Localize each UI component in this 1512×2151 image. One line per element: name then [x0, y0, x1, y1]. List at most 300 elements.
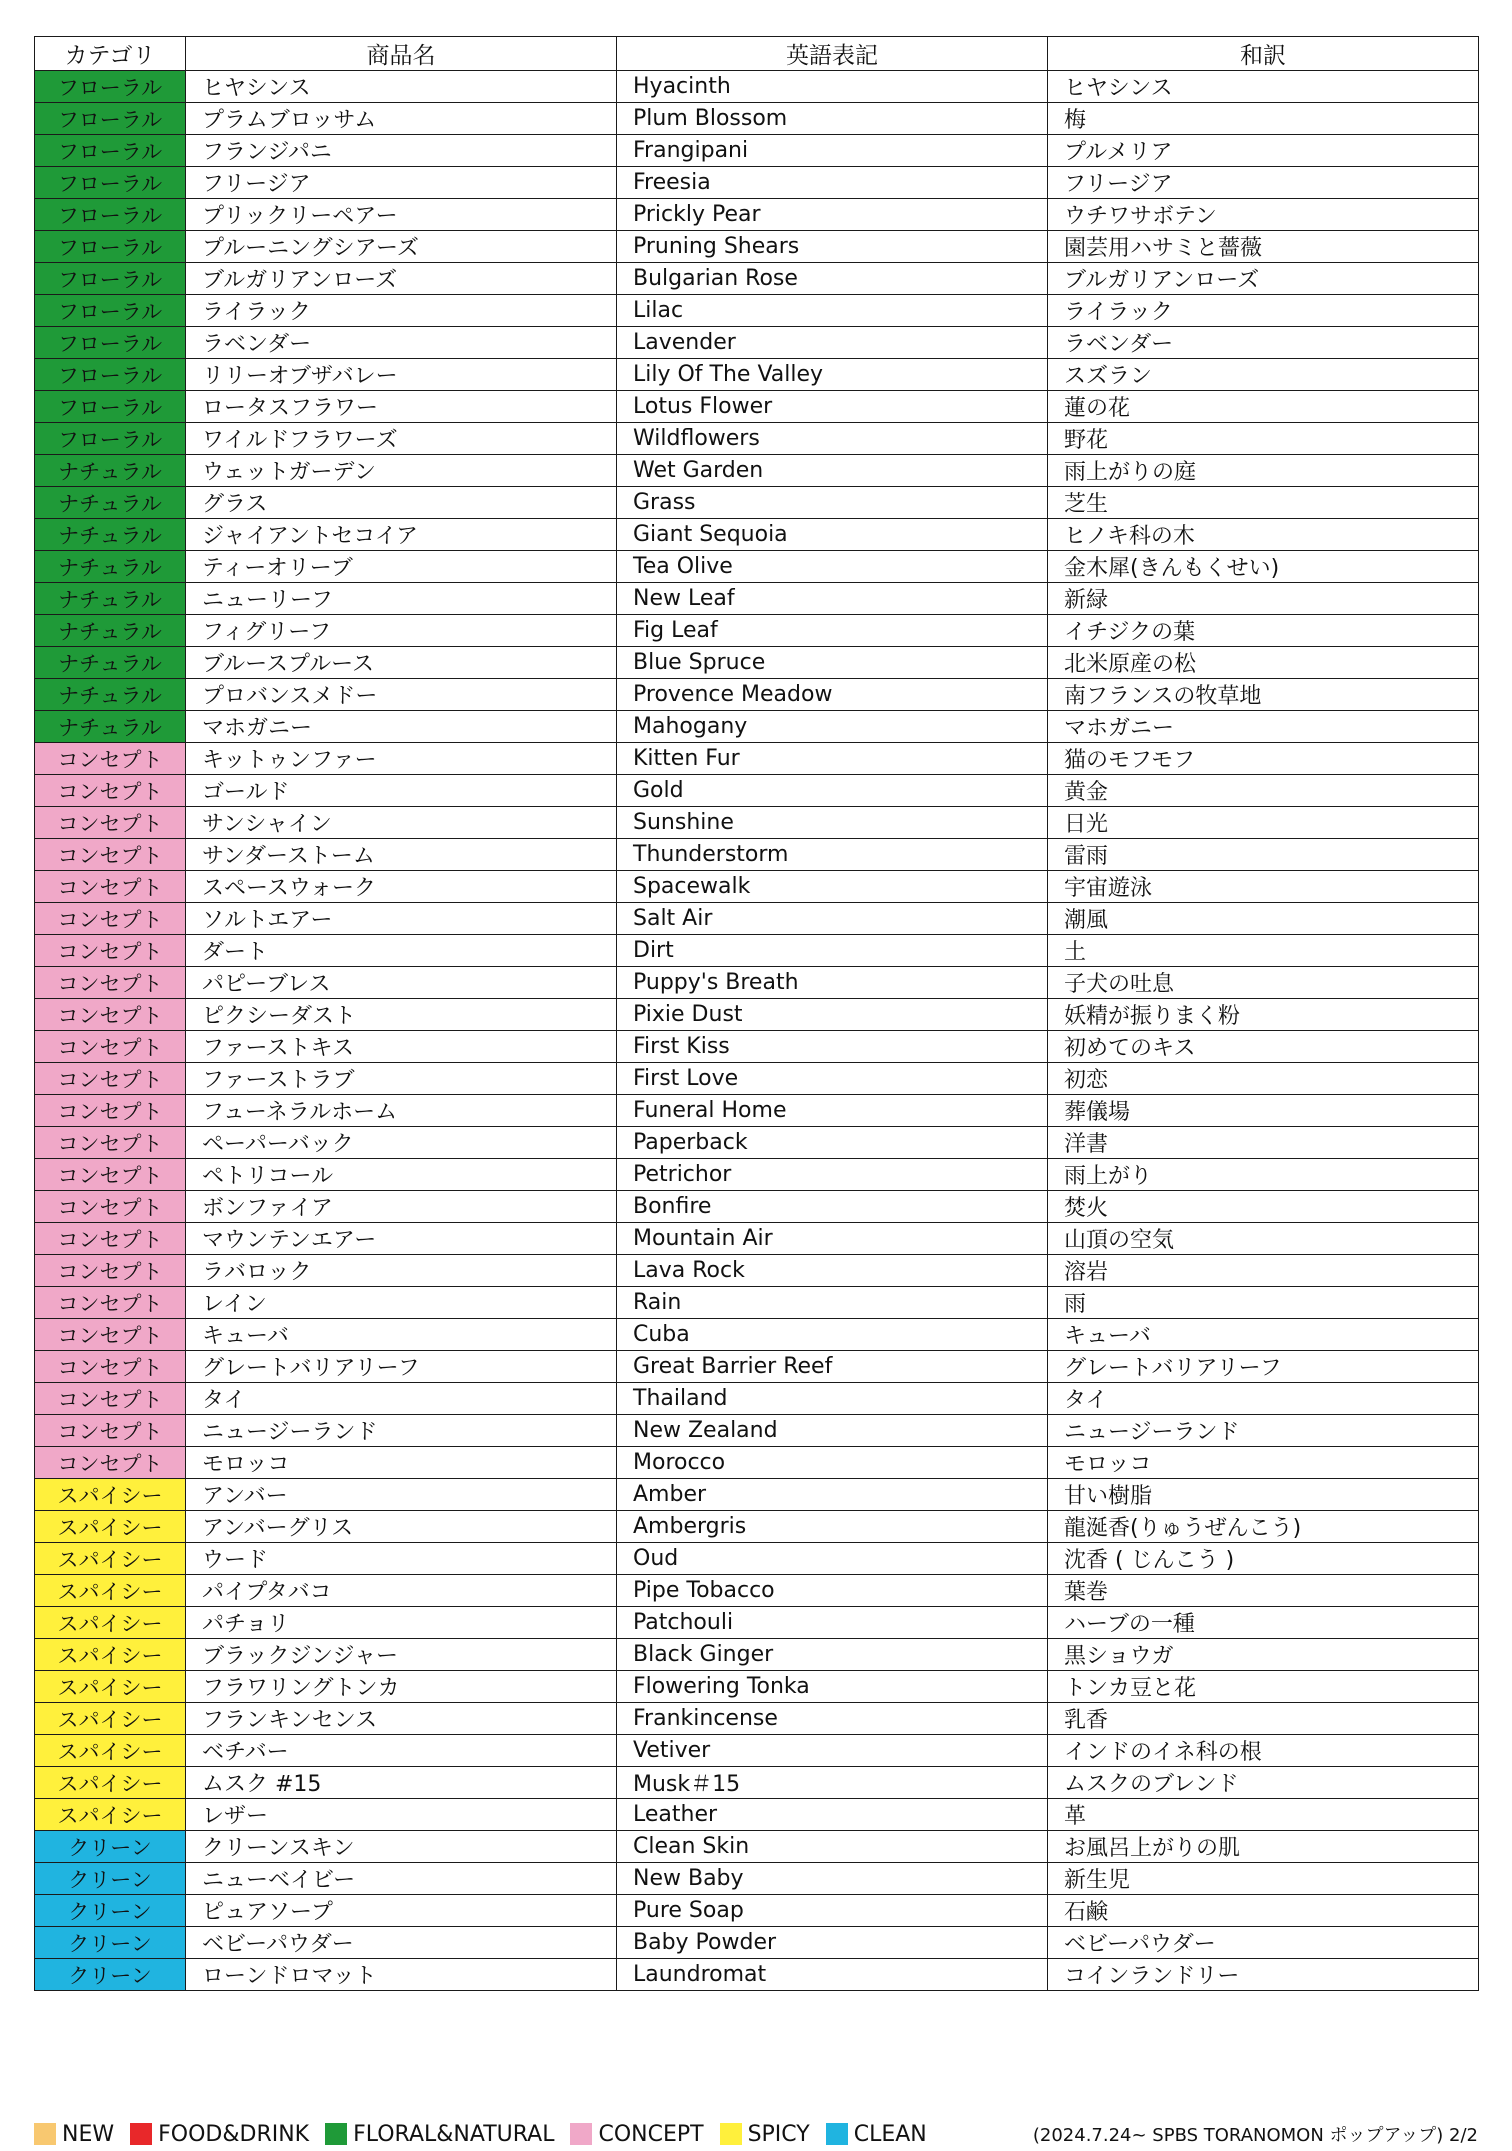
english-name-cell: Rain [617, 1287, 1048, 1319]
table-row [35, 1607, 1479, 1639]
english-name-cell: Laundromat [617, 1959, 1048, 1991]
japanese-name-cell: トンカ豆と花 [1048, 1671, 1479, 1703]
english-name-cell: Plum Blossom [617, 103, 1048, 135]
table-row [35, 615, 1479, 647]
japanese-name-cell: スズラン [1048, 359, 1479, 391]
japanese-name-cell: 甘い樹脂 [1048, 1479, 1479, 1511]
english-name-cell: Wet Garden [617, 455, 1048, 487]
japanese-name-cell: 雨 [1048, 1287, 1479, 1319]
legend-item [720, 2122, 810, 2147]
product-name-cell: レザー [186, 1799, 617, 1831]
category-cell: コンセプト [35, 743, 186, 775]
table-row [35, 999, 1479, 1031]
product-name-cell: マウンテンエアー [186, 1223, 617, 1255]
japanese-name-cell: 初めてのキス [1048, 1031, 1479, 1063]
category-cell: コンセプト [35, 903, 186, 935]
product-name-cell: グレートバリアリーフ [186, 1351, 617, 1383]
category-cell: ナチュラル [35, 679, 186, 711]
product-name-cell: ウード [186, 1543, 617, 1575]
product-name-cell: フランジパニ [186, 135, 617, 167]
english-name-cell: Pixie Dust [617, 999, 1048, 1031]
category-cell: コンセプト [35, 1127, 186, 1159]
legend-item [826, 2122, 927, 2147]
table-row [35, 327, 1479, 359]
table-row [35, 1767, 1479, 1799]
japanese-name-cell: モロッコ [1048, 1447, 1479, 1479]
category-cell: コンセプト [35, 1351, 186, 1383]
japanese-name-cell: プルメリア [1048, 135, 1479, 167]
category-cell: ナチュラル [35, 519, 186, 551]
product-name-cell: ムスク #15 [186, 1767, 617, 1799]
category-cell: スパイシー [35, 1479, 186, 1511]
japanese-name-cell: キューバ [1048, 1319, 1479, 1351]
product-name-cell: フィグリーフ [186, 615, 617, 647]
table-row [35, 1831, 1479, 1863]
table-row [35, 1447, 1479, 1479]
category-cell: コンセプト [35, 1223, 186, 1255]
english-name-cell: Giant Sequoia [617, 519, 1048, 551]
japanese-name-cell: 革 [1048, 1799, 1479, 1831]
category-cell: コンセプト [35, 871, 186, 903]
product-name-cell: ダート [186, 935, 617, 967]
category-cell: ナチュラル [35, 711, 186, 743]
japanese-name-cell: 潮風 [1048, 903, 1479, 935]
japanese-name-cell: 野花 [1048, 423, 1479, 455]
table-row [35, 871, 1479, 903]
english-name-cell: Great Barrier Reef [617, 1351, 1048, 1383]
category-cell: コンセプト [35, 775, 186, 807]
table-row [35, 263, 1479, 295]
category-cell: スパイシー [35, 1799, 186, 1831]
japanese-name-cell: 黄金 [1048, 775, 1479, 807]
category-cell: ナチュラル [35, 615, 186, 647]
table-row [35, 551, 1479, 583]
product-name-cell: ブラックジンジャー [186, 1639, 617, 1671]
product-name-cell: アンバーグリス [186, 1511, 617, 1543]
product-name-cell: ゴールド [186, 775, 617, 807]
legend-swatch [720, 2123, 742, 2145]
category-cell: ナチュラル [35, 551, 186, 583]
product-name-cell: ベチバー [186, 1735, 617, 1767]
english-name-cell: Frangipani [617, 135, 1048, 167]
japanese-name-cell: 洋書 [1048, 1127, 1479, 1159]
japanese-name-cell: 初恋 [1048, 1063, 1479, 1095]
japanese-name-cell: 芝生 [1048, 487, 1479, 519]
english-name-cell: Prickly Pear [617, 199, 1048, 231]
english-name-cell: Mountain Air [617, 1223, 1048, 1255]
product-name-cell: レイン [186, 1287, 617, 1319]
english-name-cell: New Zealand [617, 1415, 1048, 1447]
category-cell: コンセプト [35, 1319, 186, 1351]
table-row [35, 423, 1479, 455]
product-name-cell: ラベンダー [186, 327, 617, 359]
category-cell: クリーン [35, 1831, 186, 1863]
legend-swatch [570, 2123, 592, 2145]
table-row [35, 647, 1479, 679]
english-name-cell: Fig Leaf [617, 615, 1048, 647]
product-name-cell: フランキンセンス [186, 1703, 617, 1735]
legend [34, 2119, 1478, 2149]
product-name-cell: スペースウォーク [186, 871, 617, 903]
category-cell: フローラル [35, 167, 186, 199]
product-name-cell: ファーストキス [186, 1031, 617, 1063]
category-cell: スパイシー [35, 1543, 186, 1575]
legend-label: NEW [62, 2121, 115, 2147]
japanese-name-cell: 新緑 [1048, 583, 1479, 615]
table-row [35, 1735, 1479, 1767]
japanese-name-cell: 山頂の空気 [1048, 1223, 1479, 1255]
product-name-cell: ペトリコール [186, 1159, 617, 1191]
legend-items [34, 2122, 943, 2147]
english-name-cell: Puppy's Breath [617, 967, 1048, 999]
english-name-cell: Bonfire [617, 1191, 1048, 1223]
english-name-cell: Oud [617, 1543, 1048, 1575]
japanese-name-cell: ムスクのブレンド [1048, 1767, 1479, 1799]
japanese-name-cell: 蓮の花 [1048, 391, 1479, 423]
category-cell: コンセプト [35, 1447, 186, 1479]
english-name-cell: Pipe Tobacco [617, 1575, 1048, 1607]
table-row [35, 1543, 1479, 1575]
category-cell: コンセプト [35, 807, 186, 839]
product-name-cell: ボンファイア [186, 1191, 617, 1223]
table-row [35, 1351, 1479, 1383]
english-name-cell: Musk＃15 [617, 1767, 1048, 1799]
table-row [35, 103, 1479, 135]
table-row [35, 1479, 1479, 1511]
japanese-name-cell: 妖精が振りまく粉 [1048, 999, 1479, 1031]
header-english: 英語表記 [617, 37, 1048, 71]
category-cell: スパイシー [35, 1767, 186, 1799]
english-name-cell: Funeral Home [617, 1095, 1048, 1127]
japanese-name-cell: 新生児 [1048, 1863, 1479, 1895]
japanese-name-cell: 猫のモフモフ [1048, 743, 1479, 775]
english-name-cell: First Love [617, 1063, 1048, 1095]
product-name-cell: ラバロック [186, 1255, 617, 1287]
product-name-cell: キューバ [186, 1319, 617, 1351]
japanese-name-cell: ヒヤシンス [1048, 71, 1479, 103]
english-name-cell: Dirt [617, 935, 1048, 967]
table-row [35, 1511, 1479, 1543]
product-name-cell: ワイルドフラワーズ [186, 423, 617, 455]
category-cell: コンセプト [35, 839, 186, 871]
english-name-cell: Lily Of The Valley [617, 359, 1048, 391]
category-cell: スパイシー [35, 1607, 186, 1639]
product-name-cell: モロッコ [186, 1447, 617, 1479]
table-row [35, 487, 1479, 519]
table-row [35, 1959, 1479, 1991]
japanese-name-cell: ベビーパウダー [1048, 1927, 1479, 1959]
category-cell: ナチュラル [35, 487, 186, 519]
table-row [35, 1799, 1479, 1831]
table-row [35, 231, 1479, 263]
page-footnote: (2024.7.24~ SPBS TORANOMON ポップアップ) 2/2 [1032, 2125, 1478, 2146]
english-name-cell: Lavender [617, 327, 1048, 359]
japanese-name-cell: 乳香 [1048, 1703, 1479, 1735]
category-cell: コンセプト [35, 1287, 186, 1319]
product-name-cell: ジャイアントセコイア [186, 519, 617, 551]
english-name-cell: Cuba [617, 1319, 1048, 1351]
table-row [35, 1415, 1479, 1447]
category-cell: フローラル [35, 103, 186, 135]
english-name-cell: Frankincense [617, 1703, 1048, 1735]
product-name-cell: ペーパーバック [186, 1127, 617, 1159]
japanese-name-cell: 雷雨 [1048, 839, 1479, 871]
product-name-cell: ローンドロマット [186, 1959, 617, 1991]
table-row [35, 1127, 1479, 1159]
english-name-cell: Flowering Tonka [617, 1671, 1048, 1703]
category-cell: ナチュラル [35, 583, 186, 615]
product-name-cell: ピクシーダスト [186, 999, 617, 1031]
product-name-cell: ニューベイビー [186, 1863, 617, 1895]
category-cell: フローラル [35, 295, 186, 327]
category-cell: コンセプト [35, 999, 186, 1031]
product-name-cell: フラワリングトンカ [186, 1671, 617, 1703]
english-name-cell: Blue Spruce [617, 647, 1048, 679]
table-row [35, 519, 1479, 551]
japanese-name-cell: 梅 [1048, 103, 1479, 135]
japanese-name-cell: ウチワサボテン [1048, 199, 1479, 231]
legend-swatch [826, 2123, 848, 2145]
english-name-cell: Bulgarian Rose [617, 263, 1048, 295]
english-name-cell: Lava Rock [617, 1255, 1048, 1287]
english-name-cell: New Baby [617, 1863, 1048, 1895]
category-cell: フローラル [35, 423, 186, 455]
table-row [35, 1063, 1479, 1095]
product-name-cell: ブルガリアンローズ [186, 263, 617, 295]
table-row [35, 1863, 1479, 1895]
table-row [35, 1223, 1479, 1255]
table-row [35, 1159, 1479, 1191]
japanese-name-cell: 雨上がり [1048, 1159, 1479, 1191]
category-cell: コンセプト [35, 967, 186, 999]
category-cell: フローラル [35, 199, 186, 231]
english-name-cell: Ambergris [617, 1511, 1048, 1543]
table-row [35, 199, 1479, 231]
category-cell: スパイシー [35, 1703, 186, 1735]
japanese-name-cell: お風呂上がりの肌 [1048, 1831, 1479, 1863]
product-name-cell: フューネラルホーム [186, 1095, 617, 1127]
legend-label: FLORAL&NATURAL [353, 2121, 555, 2147]
table-row [35, 679, 1479, 711]
product-name-cell: ブルースプルース [186, 647, 617, 679]
table-row [35, 711, 1479, 743]
product-name-cell: キットゥンファー [186, 743, 617, 775]
legend-swatch [34, 2123, 56, 2145]
english-name-cell: Petrichor [617, 1159, 1048, 1191]
english-name-cell: Grass [617, 487, 1048, 519]
japanese-name-cell: 南フランスの牧草地 [1048, 679, 1479, 711]
english-name-cell: Amber [617, 1479, 1048, 1511]
category-cell: コンセプト [35, 1191, 186, 1223]
english-name-cell: Leather [617, 1799, 1048, 1831]
category-cell: コンセプト [35, 1159, 186, 1191]
english-name-cell: Black Ginger [617, 1639, 1048, 1671]
product-name-cell: プロバンスメドー [186, 679, 617, 711]
category-cell: クリーン [35, 1927, 186, 1959]
table-row [35, 295, 1479, 327]
table-row [35, 1191, 1479, 1223]
table-row [35, 1383, 1479, 1415]
product-name-cell: ティーオリーブ [186, 551, 617, 583]
product-name-cell: ヒヤシンス [186, 71, 617, 103]
product-name-cell: ロータスフラワー [186, 391, 617, 423]
table-row [35, 135, 1479, 167]
legend-item [570, 2122, 703, 2147]
english-name-cell: Vetiver [617, 1735, 1048, 1767]
category-cell: フローラル [35, 135, 186, 167]
category-cell: フローラル [35, 231, 186, 263]
japanese-name-cell: 焚火 [1048, 1191, 1479, 1223]
english-name-cell: Paperback [617, 1127, 1048, 1159]
japanese-name-cell: グレートバリアリーフ [1048, 1351, 1479, 1383]
english-name-cell: Morocco [617, 1447, 1048, 1479]
legend-swatch [130, 2123, 152, 2145]
table-row [35, 1255, 1479, 1287]
product-name-cell: リリーオブザバレー [186, 359, 617, 391]
category-cell: ナチュラル [35, 455, 186, 487]
product-name-cell: パイプタバコ [186, 1575, 617, 1607]
japanese-name-cell: 溶岩 [1048, 1255, 1479, 1287]
product-name-cell: サンシャイン [186, 807, 617, 839]
english-name-cell: Baby Powder [617, 1927, 1048, 1959]
english-name-cell: Clean Skin [617, 1831, 1048, 1863]
table-body [35, 71, 1479, 1991]
table-row [35, 455, 1479, 487]
japanese-name-cell: 石鹸 [1048, 1895, 1479, 1927]
table-row [35, 391, 1479, 423]
category-cell: コンセプト [35, 1031, 186, 1063]
english-name-cell: Patchouli [617, 1607, 1048, 1639]
table-row [35, 1703, 1479, 1735]
english-name-cell: Thunderstorm [617, 839, 1048, 871]
english-name-cell: Hyacinth [617, 71, 1048, 103]
product-name-cell: ファーストラブ [186, 1063, 617, 1095]
product-name-cell: ウェットガーデン [186, 455, 617, 487]
japanese-name-cell: ブルガリアンローズ [1048, 263, 1479, 295]
table-row [35, 1319, 1479, 1351]
table-row [35, 1095, 1479, 1127]
english-name-cell: Freesia [617, 167, 1048, 199]
table-row [35, 1639, 1479, 1671]
japanese-name-cell: 葬儀場 [1048, 1095, 1479, 1127]
english-name-cell: Gold [617, 775, 1048, 807]
table-row [35, 935, 1479, 967]
japanese-name-cell: ハーブの一種 [1048, 1607, 1479, 1639]
product-name-cell: クリーンスキン [186, 1831, 617, 1863]
product-name-cell: タイ [186, 1383, 617, 1415]
legend-item [130, 2122, 309, 2147]
product-name-cell: プルーニングシアーズ [186, 231, 617, 263]
japanese-name-cell: インドのイネ科の根 [1048, 1735, 1479, 1767]
english-name-cell: Sunshine [617, 807, 1048, 839]
category-cell: ナチュラル [35, 647, 186, 679]
japanese-name-cell: ヒノキ科の木 [1048, 519, 1479, 551]
product-name-cell: パチョリ [186, 1607, 617, 1639]
table-row [35, 1671, 1479, 1703]
product-name-cell: グラス [186, 487, 617, 519]
category-cell: スパイシー [35, 1575, 186, 1607]
japanese-name-cell: 金木犀(きんもくせい) [1048, 551, 1479, 583]
japanese-name-cell: 子犬の吐息 [1048, 967, 1479, 999]
japanese-name-cell: 葉巻 [1048, 1575, 1479, 1607]
category-cell: スパイシー [35, 1671, 186, 1703]
legend-label: CONCEPT [598, 2121, 704, 2147]
english-name-cell: Salt Air [617, 903, 1048, 935]
legend-label: CLEAN [853, 2121, 927, 2147]
product-name-cell: ニューリーフ [186, 583, 617, 615]
table-row [35, 1287, 1479, 1319]
product-name-cell: アンバー [186, 1479, 617, 1511]
product-name-cell: パピーブレス [186, 967, 617, 999]
category-cell: フローラル [35, 263, 186, 295]
category-cell: クリーン [35, 1895, 186, 1927]
category-cell: フローラル [35, 71, 186, 103]
category-cell: スパイシー [35, 1735, 186, 1767]
header-product-name: 商品名 [186, 37, 617, 71]
english-name-cell: New Leaf [617, 583, 1048, 615]
table-row [35, 1575, 1479, 1607]
table-row [35, 743, 1479, 775]
japanese-name-cell: 園芸用ハサミと薔薇 [1048, 231, 1479, 263]
english-name-cell: First Kiss [617, 1031, 1048, 1063]
product-name-cell: ピュアソープ [186, 1895, 617, 1927]
header-japanese: 和訳 [1048, 37, 1479, 71]
japanese-name-cell: 北米原産の松 [1048, 647, 1479, 679]
japanese-name-cell: 黒ショウガ [1048, 1639, 1479, 1671]
japanese-name-cell: 日光 [1048, 807, 1479, 839]
category-cell: コンセプト [35, 935, 186, 967]
japanese-name-cell: 沈香 ( じんこう ) [1048, 1543, 1479, 1575]
category-cell: コンセプト [35, 1415, 186, 1447]
table-row [35, 967, 1479, 999]
japanese-name-cell: フリージア [1048, 167, 1479, 199]
table-row [35, 1895, 1479, 1927]
category-cell: フローラル [35, 391, 186, 423]
english-name-cell: Kitten Fur [617, 743, 1048, 775]
legend-label: FOOD&DRINK [158, 2121, 310, 2147]
table-row [35, 775, 1479, 807]
table-row [35, 903, 1479, 935]
table-row [35, 1927, 1479, 1959]
english-name-cell: Pure Soap [617, 1895, 1048, 1927]
japanese-name-cell: タイ [1048, 1383, 1479, 1415]
table-row [35, 583, 1479, 615]
category-cell: スパイシー [35, 1511, 186, 1543]
english-name-cell: Pruning Shears [617, 231, 1048, 263]
category-cell: フローラル [35, 359, 186, 391]
header-category: カテゴリ [35, 37, 186, 71]
japanese-name-cell: 雨上がりの庭 [1048, 455, 1479, 487]
japanese-name-cell: 土 [1048, 935, 1479, 967]
japanese-name-cell: コインランドリー [1048, 1959, 1479, 1991]
english-name-cell: Provence Meadow [617, 679, 1048, 711]
english-name-cell: Lilac [617, 295, 1048, 327]
legend-item [34, 2122, 114, 2147]
category-cell: コンセプト [35, 1063, 186, 1095]
category-cell: スパイシー [35, 1639, 186, 1671]
product-name-cell: サンダーストーム [186, 839, 617, 871]
product-name-cell: ライラック [186, 295, 617, 327]
category-cell: フローラル [35, 327, 186, 359]
japanese-name-cell: 宇宙遊泳 [1048, 871, 1479, 903]
product-name-cell: ニュージーランド [186, 1415, 617, 1447]
product-name-cell: プリックリーペアー [186, 199, 617, 231]
product-name-cell: マホガニー [186, 711, 617, 743]
category-cell: クリーン [35, 1959, 186, 1991]
product-name-cell: ソルトエアー [186, 903, 617, 935]
english-name-cell: Wildflowers [617, 423, 1048, 455]
japanese-name-cell: イチジクの葉 [1048, 615, 1479, 647]
